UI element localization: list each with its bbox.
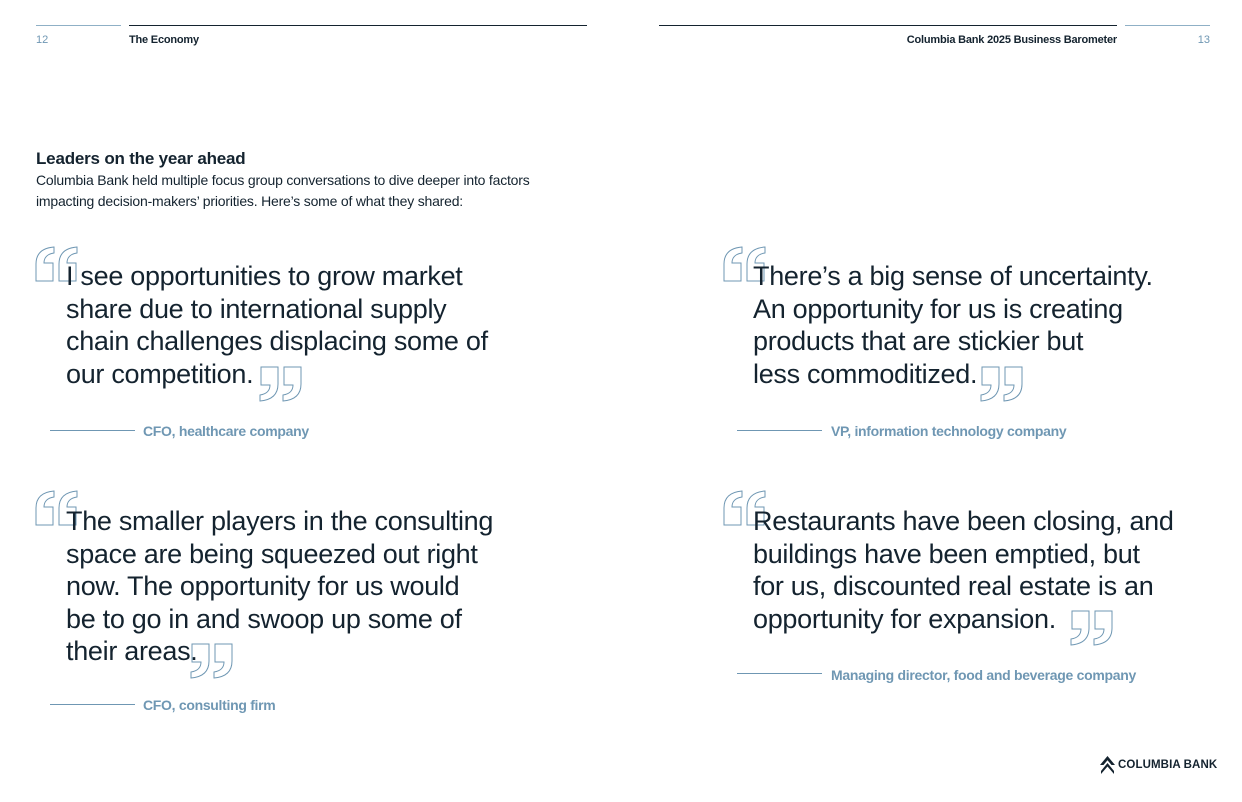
attribution-rule — [50, 704, 135, 705]
columbia-bank-logo — [1100, 756, 1217, 774]
page-number-right: 13 — [1197, 34, 1210, 46]
header-rule-right — [659, 25, 1117, 26]
quote-line: I see opportunities to grow market — [66, 261, 463, 291]
close-quote-icon — [1069, 610, 1113, 646]
attribution-rule — [50, 430, 135, 431]
page-number-left: 12 — [36, 34, 49, 46]
attribution-rule — [737, 430, 822, 431]
quote-line: now. The opportunity for us would — [66, 571, 460, 601]
quote-line: be to go in and swoop up some of — [66, 603, 462, 634]
quote-attribution: CFO, consulting firm — [143, 697, 276, 713]
columbia-bank-mountain-icon — [1100, 756, 1115, 774]
quote-line: buildings have been emptied, but — [753, 538, 1140, 569]
quote-attribution: Managing director, food and beverage company — [831, 667, 1136, 683]
quote-line: opportunity for expansion. — [753, 603, 1056, 634]
quote-line: less commoditized. — [753, 358, 978, 389]
quote-line: their areas. — [66, 636, 198, 666]
quote-line: The smaller players in the consulting — [66, 506, 494, 536]
section-intro: Columbia Bank held multiple focus group conversations to dive deeper into factors impacting decision-makers’ priorities. Here’s some of what they shared: — [36, 172, 530, 209]
close-quote-icon — [189, 643, 233, 679]
logo-text: COLUMBIA BANK — [1118, 759, 1218, 771]
quote-line: products that are stickier but — [753, 326, 1084, 356]
header-rule-left — [129, 25, 587, 26]
section-heading: Leaders on the year ahead — [36, 149, 246, 168]
quote-text — [753, 260, 1153, 390]
header-rule-left-short — [36, 25, 121, 26]
quote-line: Restaurants have been closing, and — [753, 506, 1174, 536]
close-quote-icon — [979, 366, 1023, 402]
quote-line: There’s a big sense of uncertainty. — [753, 261, 1153, 291]
attribution-rule — [737, 673, 822, 674]
quote-line: An opportunity for us is creating — [753, 293, 1123, 324]
quote-attribution: VP, information technology company — [831, 423, 1067, 439]
quote-line: our competition. — [66, 358, 254, 389]
quote-text — [66, 505, 493, 668]
quote-line: chain challenges displacing some of — [66, 326, 488, 356]
quote-attribution: CFO, healthcare company — [143, 423, 309, 439]
quote-line: space are being squeezed out right — [66, 538, 478, 569]
quote-line: share due to international supply — [66, 293, 447, 324]
quote-line: for us, discounted real estate is an — [753, 571, 1154, 601]
close-quote-icon — [258, 366, 302, 402]
header-rule-right-short — [1125, 25, 1210, 26]
running-head-left: The Economy — [129, 34, 199, 46]
running-head-right: Columbia Bank 2025 Business Barometer — [906, 34, 1117, 46]
